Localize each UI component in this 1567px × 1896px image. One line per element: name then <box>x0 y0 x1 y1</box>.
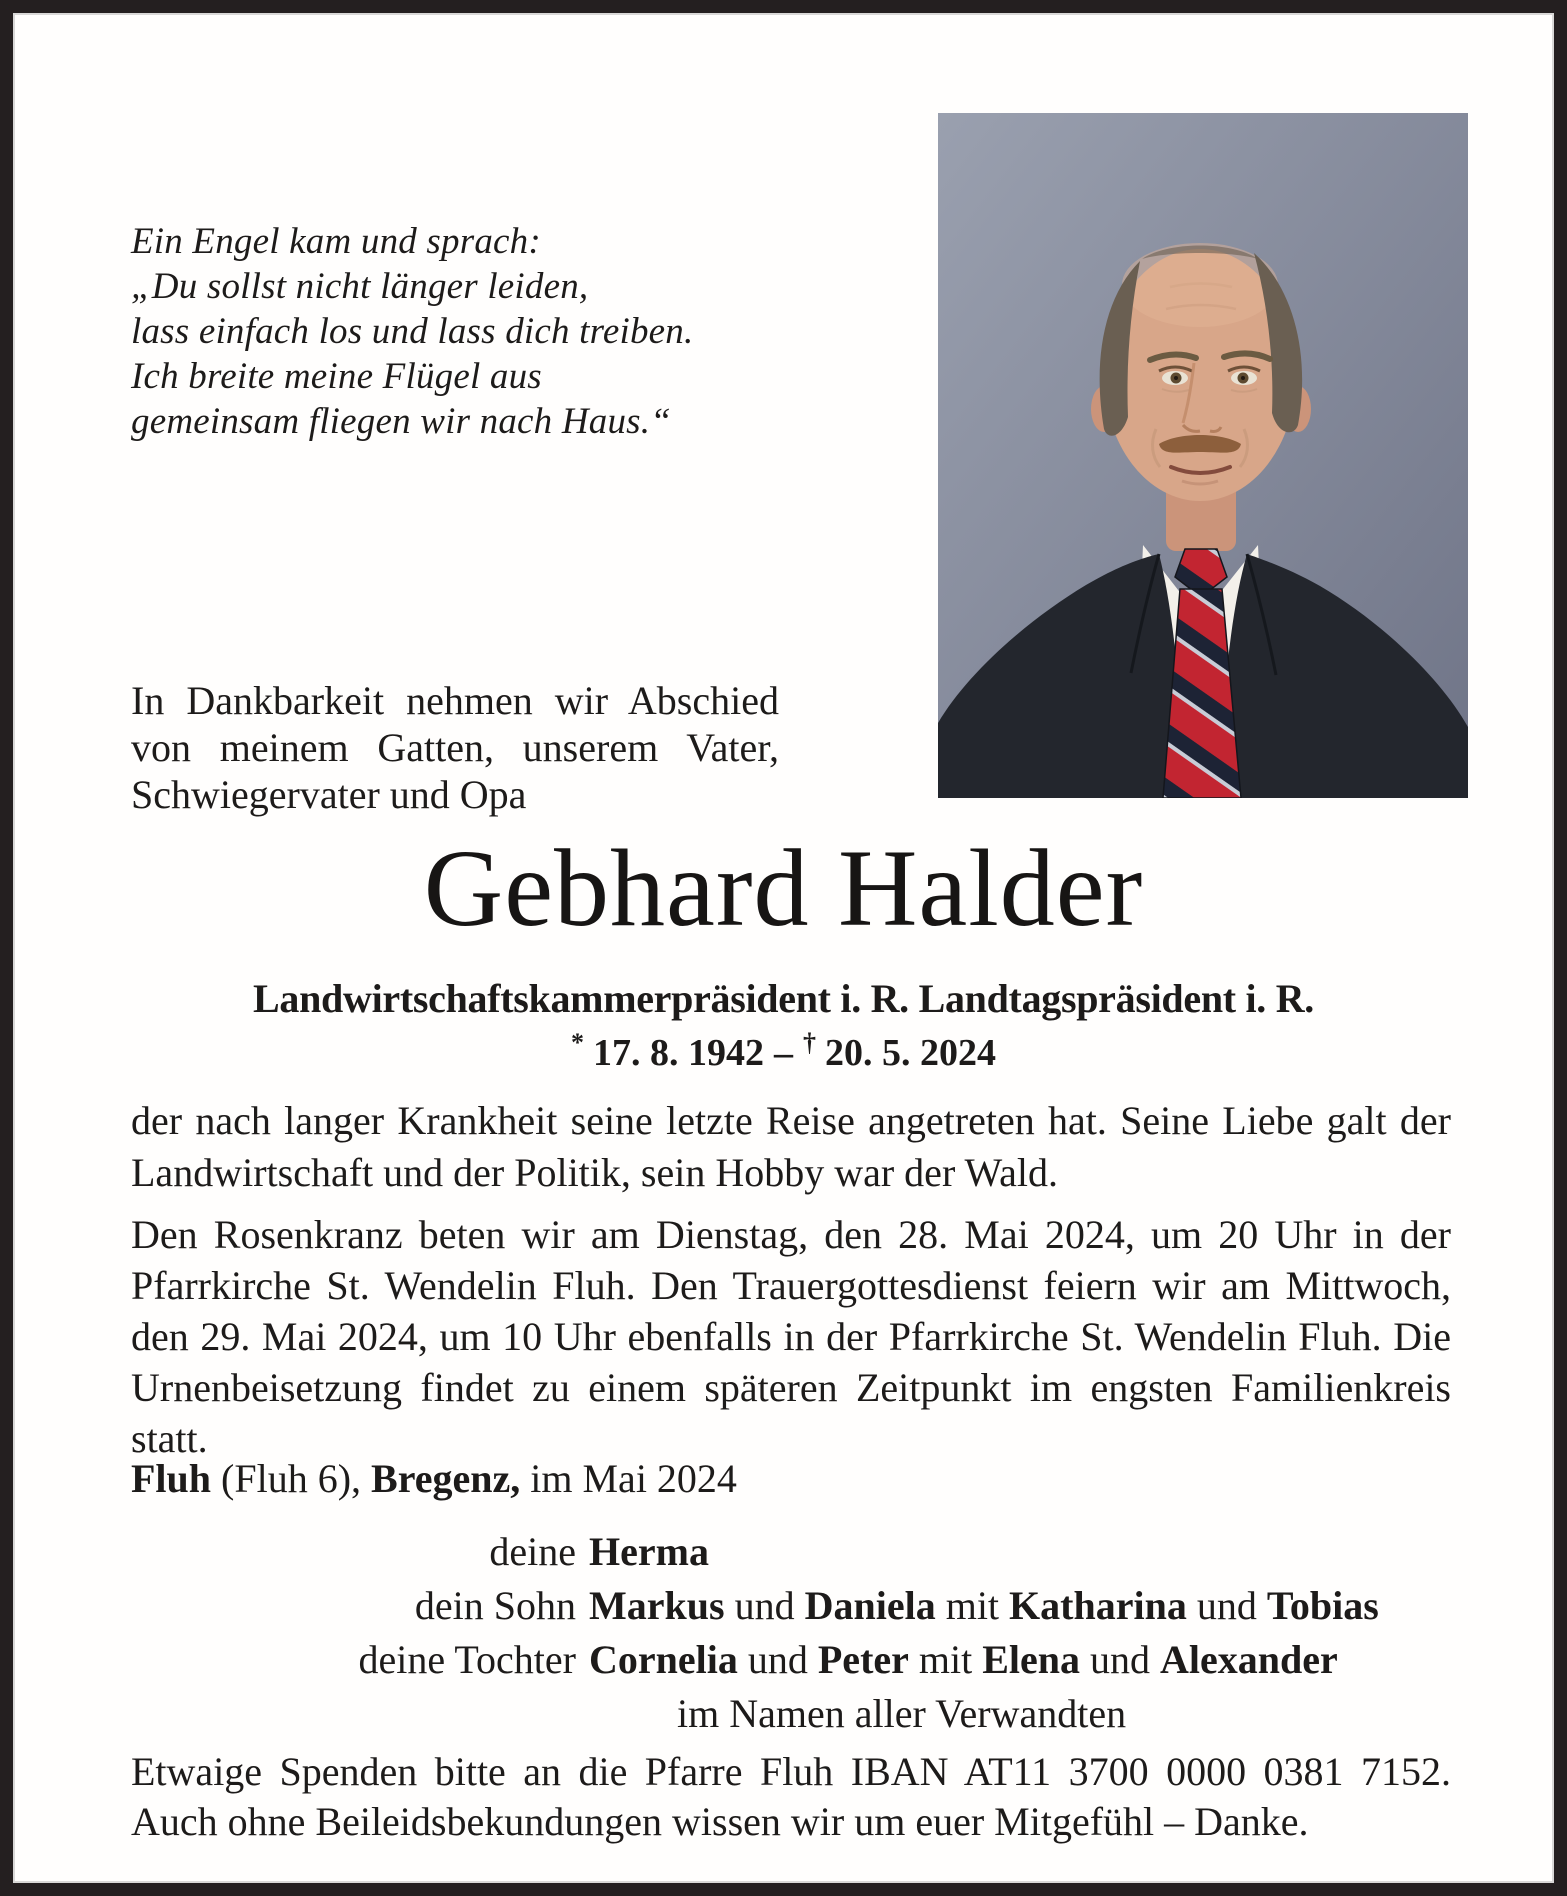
family-names <box>589 1579 1461 1633</box>
place-detail: (Fluh 6), <box>211 1456 372 1501</box>
family-member-name: Alexander <box>1160 1637 1338 1682</box>
poem-line: Ein Engel kam und sprach: <box>131 221 541 262</box>
place-date: im Mai 2024 <box>520 1456 737 1501</box>
born-symbol: * <box>571 1028 584 1057</box>
family-relation-label: deine <box>489 1529 576 1574</box>
intro-text: In Dankbarkeit nehmen wir Abschied von meinem Gatten, unserem Vater, Schwiegervater und Opa <box>131 678 779 817</box>
family-connector: und <box>1186 1583 1267 1628</box>
family-connector: und <box>737 1637 818 1682</box>
city-name: Bregenz, <box>371 1456 521 1501</box>
family-names <box>589 1633 1461 1687</box>
poem-line: gemeinsam fliegen wir nach Haus.“ <box>131 401 671 442</box>
family-connector: und <box>1080 1637 1161 1682</box>
family-member-name: Katharina <box>1009 1583 1187 1628</box>
obituary-paragraph: der nach langer Krankheit seine letzte Reise angetreten hat. Seine Liebe galt der Landwirtschaft und der Politik, sein Hobby war der Wald. <box>131 1098 1451 1195</box>
family-row-wife <box>131 1525 1461 1579</box>
family-names <box>589 1525 1461 1579</box>
poem-line: Ich breite meine Flügel aus <box>131 356 542 397</box>
birth-date: 17. 8. 1942 <box>593 1032 764 1074</box>
poem-line: lass einfach los und lass dich treiben. <box>131 311 694 352</box>
portrait-photo <box>938 113 1468 798</box>
family-member-name: Peter <box>817 1637 909 1682</box>
family-connector: und <box>724 1583 805 1628</box>
service-paragraph: Den Rosenkranz beten wir am Dienstag, den 28. Mai 2024, um 20 Uhr in der Pfarrkirche St. Wendelin Fluh. Den Trauergottesdienst feiern wir am Mittwoch, den 29. Mai 2024, um 10 Uhr ebenfalls in der Pfarrkirche St. Wendelin Fluh. Die Urnenbeisetzung findet zu einem späteren Zeitpunkt im engsten Familienkreis statt. <box>131 1212 1451 1461</box>
portrait-photo-image <box>938 113 1468 798</box>
life-dates <box>13 1029 1554 1075</box>
family-member-name: Markus <box>589 1583 725 1628</box>
family-closing-line: im Namen aller Verwandten <box>677 1691 1127 1736</box>
family-member-name: Daniela <box>804 1583 936 1628</box>
date-separator: – <box>774 1032 793 1074</box>
deceased-titles: Landwirtschaftskammerpräsident i. R. Landtagspräsident i. R. <box>253 976 1314 1021</box>
family-row-daughter <box>131 1633 1461 1687</box>
place-date-line <box>131 1455 737 1503</box>
family-connector: mit <box>935 1583 1010 1628</box>
family-member-name: Tobias <box>1266 1583 1379 1628</box>
family-member-name: Herma <box>589 1529 709 1574</box>
family-relation-label: deine Tochter <box>358 1637 576 1682</box>
family-member-name: Elena <box>982 1637 1081 1682</box>
memorial-poem <box>131 219 693 444</box>
family-relation-label: dein Sohn <box>414 1583 576 1628</box>
family-member-name: Cornelia <box>589 1637 738 1682</box>
family-row-son <box>131 1579 1461 1633</box>
deceased-name: Gebhard Halder <box>423 827 1144 949</box>
donation-note: Etwaige Spenden bitte an die Pfarre Fluh IBAN AT11 3700 0000 0381 7152. Auch ohne Beileidsbekundungen wissen wir um euer Mitgefühl – Danke. <box>131 1749 1451 1844</box>
family-connector: mit <box>908 1637 983 1682</box>
family-block <box>131 1525 1461 1741</box>
died-dagger-symbol: † <box>803 1028 816 1057</box>
poem-line: „Du sollst nicht länger leiden, <box>131 266 589 307</box>
death-date: 20. 5. 2024 <box>825 1032 996 1074</box>
place-name: Fluh <box>131 1456 212 1501</box>
